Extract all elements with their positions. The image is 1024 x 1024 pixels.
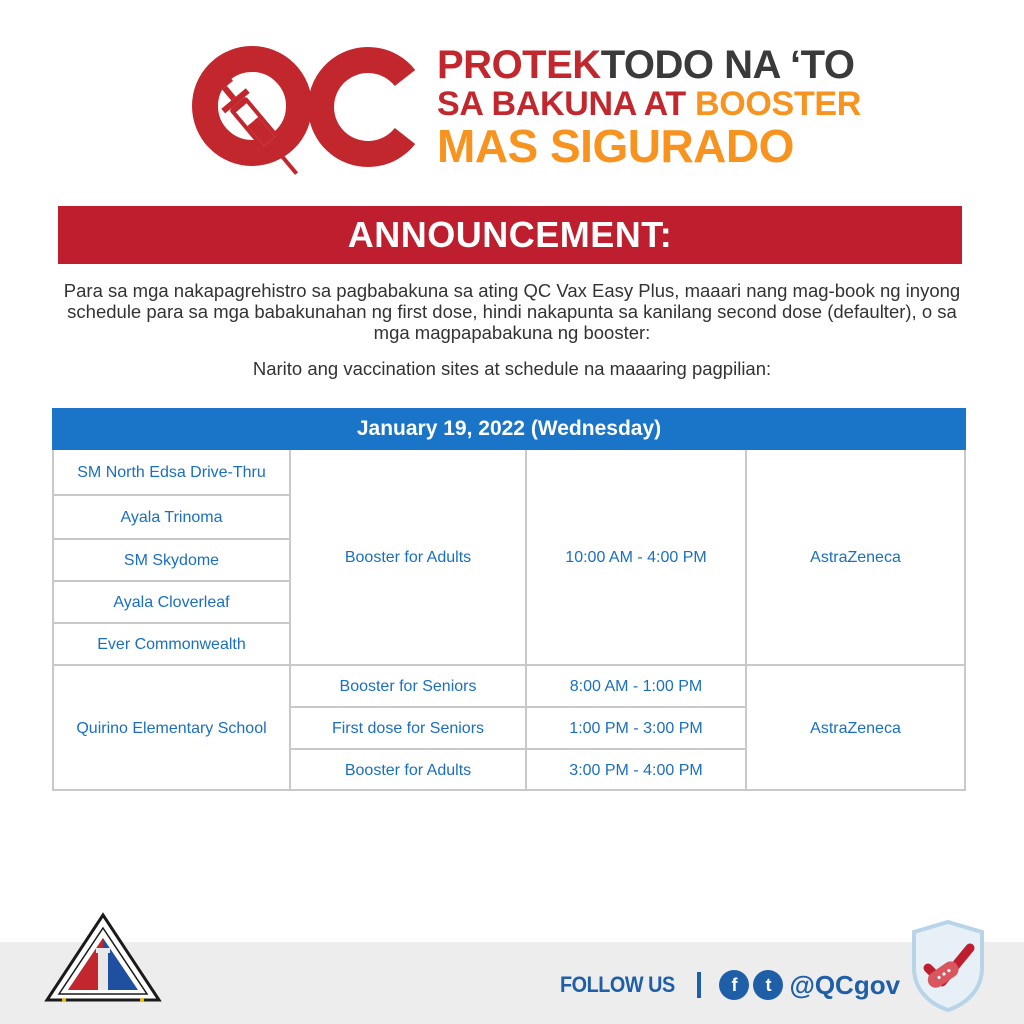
category-cell: Booster for Adults: [344, 548, 472, 566]
tagline: [437, 43, 862, 172]
time-cell: 8:00 AM - 1:00 PM: [569, 677, 703, 695]
tagline-booster: BOOSTER: [695, 85, 862, 123]
follow-us-label: FOLLOW US: [560, 972, 675, 997]
site-cell: SM North Edsa Drive-Thru: [77, 463, 266, 481]
announcement-intro: Para sa mga nakapagrehistro sa pagbabakuna sa ating QC Vax Easy Plus, maaari nang mag-book ng inyong schedule para sa mga babakunahan ng first dose, hindi nakapunta sa kanilang second dose (defaulter), o sa mga magpapabakuna ng booster:: [63, 280, 961, 343]
follow-separator: [697, 972, 701, 998]
tagline-line3: MAS SIGURADO: [437, 120, 794, 172]
schedule-date-header: [52, 408, 966, 450]
vaccine-shield-icon: [908, 918, 988, 1014]
tagline-protek: PROTEK: [437, 43, 601, 87]
follow-us: [560, 968, 900, 1002]
vaccine-cell: AstraZeneca: [810, 548, 901, 566]
announcement-banner: [58, 206, 962, 264]
vaccine-cell: AstraZeneca: [810, 720, 901, 737]
category-cell: First dose for Seniors: [331, 719, 485, 737]
announcement-title: ANNOUNCEMENT:: [347, 214, 673, 255]
tagline-bakuna: SA BAKUNA AT: [437, 85, 696, 123]
category-cell: Booster for Seniors: [339, 677, 477, 695]
site-cell: SM Skydome: [123, 551, 220, 569]
qc-syringe-logo-icon: [190, 38, 430, 188]
tagline-line1: [437, 45, 857, 85]
schedule-table: [52, 408, 966, 791]
schedule-date: January 19, 2022 (Wednesday): [356, 417, 662, 440]
site-cell: Ayala Trinoma: [120, 508, 223, 526]
time-cell: 10:00 AM - 4:00 PM: [565, 548, 707, 566]
quezon-city-seal-icon: [44, 912, 162, 1004]
site-cell: Quirino Elementary School: [76, 720, 267, 737]
tagline-todo: TODO NA ‘TO: [600, 43, 855, 87]
facebook-icon[interactable]: f: [719, 970, 749, 1000]
time-cell: 3:00 PM - 4:00 PM: [569, 762, 703, 779]
site-cell: Ayala Cloverleaf: [113, 593, 230, 611]
social-handle[interactable]: @QCgov: [789, 969, 901, 1000]
header: [0, 0, 1024, 200]
tagline-line2: [437, 85, 862, 123]
twitter-icon[interactable]: t: [753, 970, 783, 1000]
category-cell: Booster for Adults: [344, 762, 472, 779]
site-cell: Ever Commonwealth: [97, 635, 246, 653]
time-cell: 1:00 PM - 3:00 PM: [569, 719, 703, 737]
announcement-intro-sites: Narito ang vaccination sites at schedule na maaaring pagpilian:: [252, 358, 772, 379]
